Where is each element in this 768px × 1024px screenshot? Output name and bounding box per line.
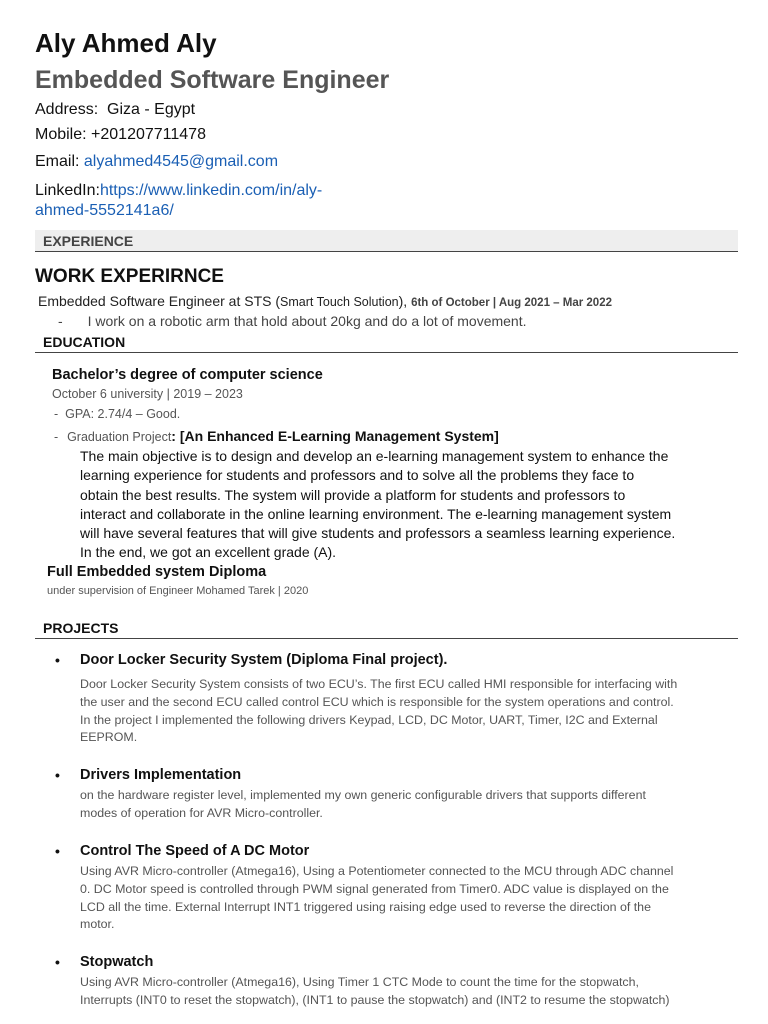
project-desc-line: learning experience for students and professors and to solve all the problems they face to: [80, 467, 635, 484]
graduation-project-line: [54, 428, 499, 446]
diploma-title: Full Embedded system Diploma: [47, 564, 267, 580]
project-title: Door Locker Security System (Diploma Final project).: [80, 652, 448, 668]
section-experience-label: EXPERIENCE: [43, 233, 134, 249]
project-label: Graduation Project: [67, 430, 172, 444]
project-detail-line: Using AVR Micro-controller (Atmega16), Using a Potentiometer connected to the MCU through ADC channel: [80, 864, 674, 878]
project-details: [80, 974, 745, 1010]
job-company: Smart Touch Solution: [280, 295, 399, 309]
mobile-line: [35, 126, 206, 144]
project-details: [80, 676, 745, 747]
project-bullet: •: [55, 954, 60, 970]
work-experience-heading: WORK EXPERIRNCE: [35, 266, 224, 287]
job-bullet: [58, 313, 527, 331]
mobile-label: Mobile:: [35, 126, 87, 143]
project-desc-line: interact and collaborate in the online learning environment. The e-learning management system: [80, 505, 672, 522]
university-line: October 6 university | 2019 – 2023: [52, 387, 243, 401]
job-title: Embedded Software Engineer: [35, 66, 390, 94]
project-details: [80, 863, 745, 934]
job-position: Embedded Software Engineer at STS (: [38, 293, 281, 309]
address-value: Giza - Egypt: [107, 101, 196, 118]
job-bullet-mark: -: [58, 313, 63, 329]
gpa-line: [54, 407, 180, 421]
project-title: Drivers Implementation: [80, 767, 242, 783]
job-close: ),: [398, 293, 412, 309]
linkedin-link-part2[interactable]: ahmed-5552141a6/: [35, 202, 174, 219]
email-label: Email:: [35, 153, 80, 170]
section-education-label: EDUCATION: [43, 334, 126, 350]
project-description: [80, 447, 740, 563]
email-link[interactable]: alyahmed4545@gmail.com: [83, 153, 279, 170]
degree-title: Bachelor’s degree of computer science: [52, 367, 323, 383]
project-bullet: •: [55, 767, 60, 783]
project-desc-line: will have several features that will give students and professors a seamless learning experience.: [80, 525, 676, 542]
project-detail-line: Interrupts (INT0 to reset the stopwatch), (INT1 to pause the stopwatch) and (INT2 to resume the stopwatch): [80, 992, 670, 1007]
project-title: Stopwatch: [80, 954, 154, 970]
linkedin-line: [35, 182, 322, 200]
project-detail-line: modes of operation for AVR Micro-controller.: [80, 805, 323, 820]
project-desc-line: In the end, we got an excellent grade (A).: [80, 544, 337, 561]
gpa-value: GPA: 2.74/4 – Good.: [65, 407, 181, 421]
linkedin-label: LinkedIn:: [35, 182, 100, 199]
project-details: [80, 787, 745, 823]
job-entry: [38, 293, 612, 309]
project-desc-line: The main objective is to design and develop an e-learning management system to enhance the: [80, 448, 669, 464]
project-detail-line: LCD all the time. External Interrupt INT1 triggered using raising edge used to reverse the direction of the: [80, 899, 651, 914]
project-bullet: •: [55, 652, 60, 668]
mobile-value: +201207711478: [91, 126, 206, 143]
job-dates: 6th of October | Aug 2021 – Mar 2022: [411, 297, 612, 309]
project-mark: -: [54, 430, 59, 444]
project-detail-line: In the project I implemented the following drivers Keypad, LCD, DC Motor, UART, Timer, I2C and External: [80, 712, 658, 727]
project-desc-line: obtain the best results. The system will provide a platform for students and professors to: [80, 486, 626, 503]
project-detail-line: 0. DC Motor speed is controlled through PWM signal generated from Timer0. ADC value is displayed on the: [80, 881, 669, 896]
section-experience: [35, 230, 738, 252]
project-detail-line: EEPROM.: [80, 730, 138, 745]
project-title: Control The Speed of A DC Motor: [80, 843, 310, 859]
email-line: [35, 153, 278, 171]
gpa-mark: -: [54, 407, 59, 421]
address-label: Address:: [35, 101, 99, 118]
project-detail-line: on the hardware register level, implemented my own generic configurable drivers that supports different: [80, 788, 646, 802]
section-projects: [35, 617, 738, 639]
project-detail-line: Door Locker Security System consists of two ECU’s. The first ECU called HMI responsible for interfacing with: [80, 677, 678, 691]
section-projects-label: PROJECTS: [43, 620, 119, 636]
job-bullet-text: I work on a robotic arm that hold about 20kg and do a lot of movement.: [87, 313, 527, 329]
address-line: [35, 101, 195, 119]
project-bullet: •: [55, 843, 60, 859]
project-detail-line: motor.: [80, 917, 115, 932]
section-education: [35, 331, 738, 353]
project-detail-line: Using AVR Micro-controller (Atmega16), Using Timer 1 CTC Mode to count the time for the stopwatch,: [80, 975, 639, 989]
project-name: : [An Enhanced E-Learning Management System]: [171, 428, 499, 444]
candidate-name: Aly Ahmed Aly: [35, 28, 217, 58]
linkedin-link-part1[interactable]: https://www.linkedin.com/in/aly-: [99, 182, 323, 199]
diploma-detail: under supervision of Engineer Mohamed Tarek | 2020: [47, 585, 309, 597]
project-detail-line: the user and the second ECU called control ECU which is responsible for the system operations and control.: [80, 694, 674, 709]
